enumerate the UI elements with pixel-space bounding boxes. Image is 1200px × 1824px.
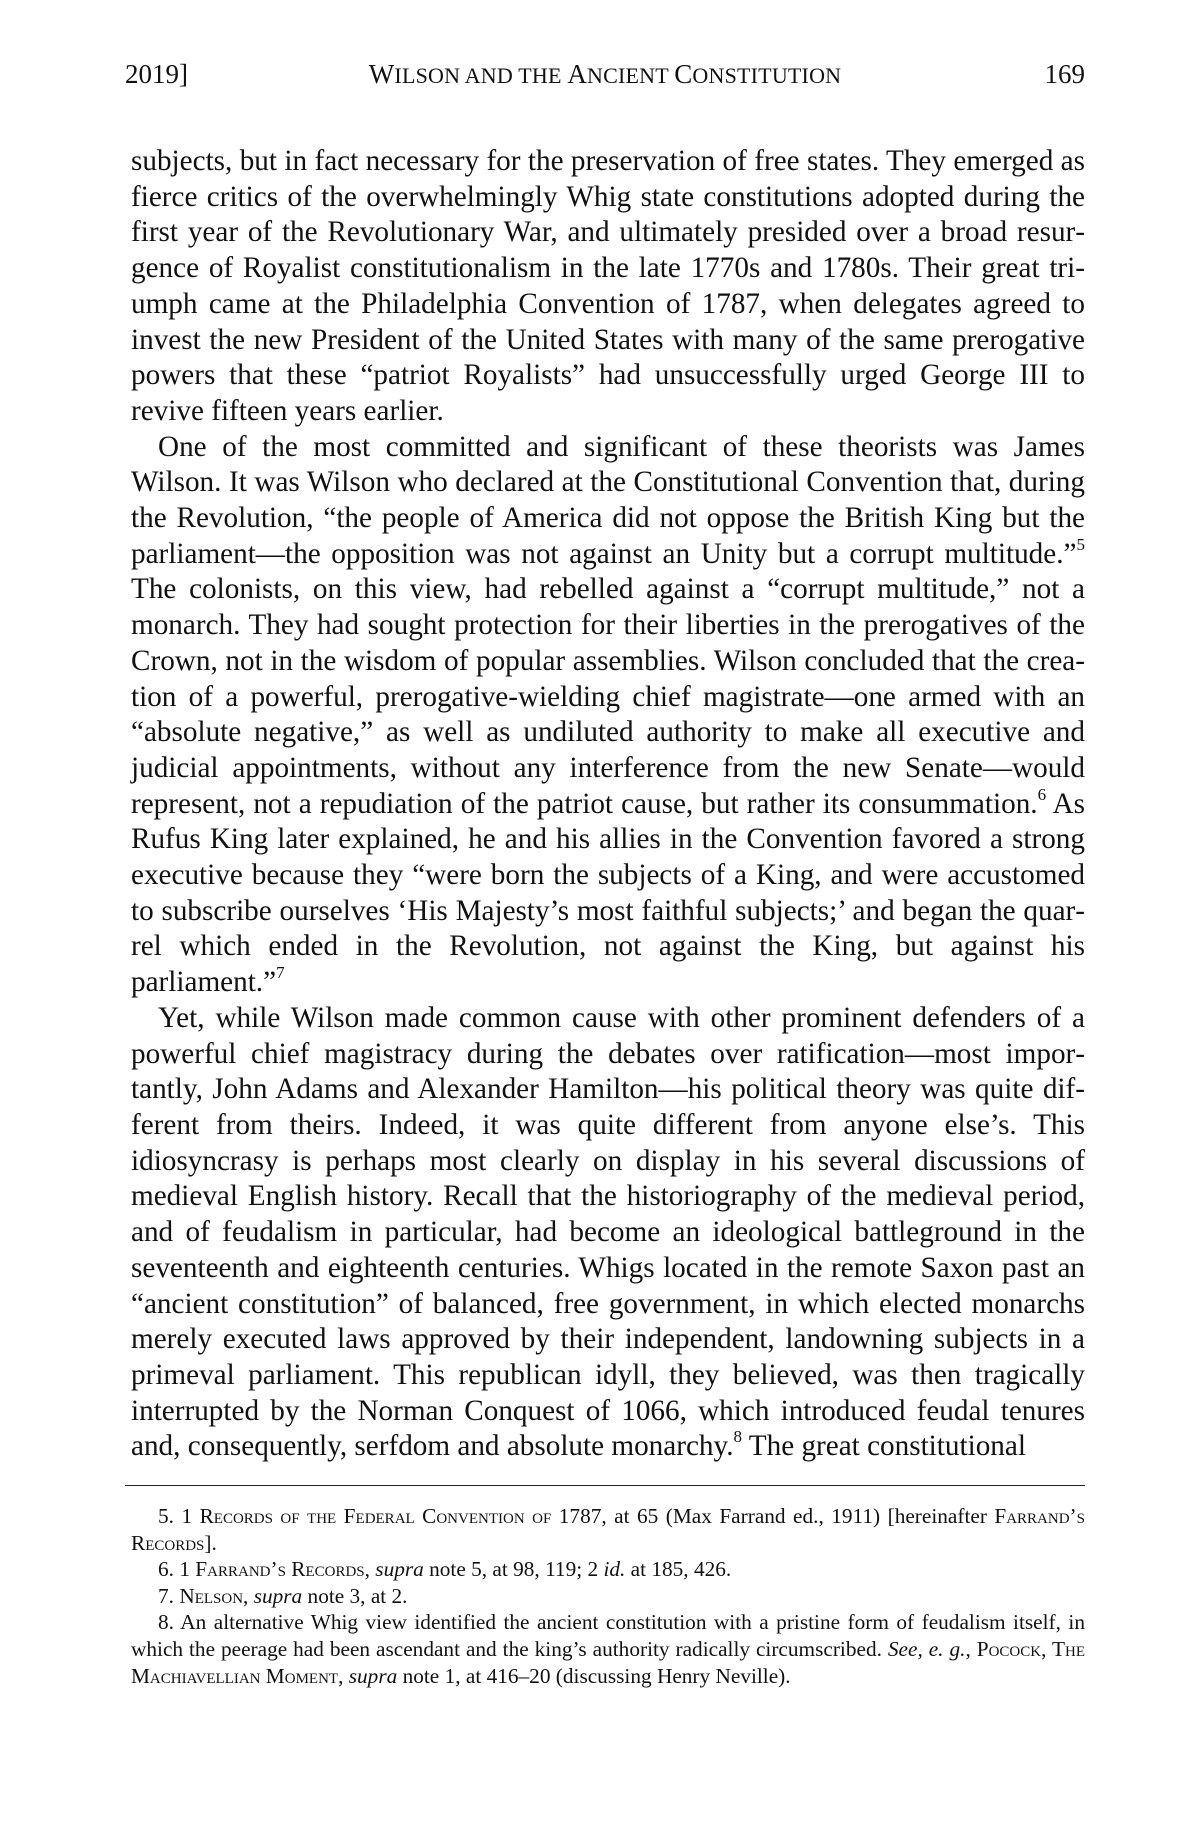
header-year: 2019] — [125, 59, 188, 89]
footnote-ref-8[interactable]: 8 — [733, 1427, 742, 1447]
page-number: 169 — [1044, 59, 1085, 89]
footnote-8: 8. An alternative Whig view identified the ancient constitution with a pristine form of feudalism itself, in which the peerage had been ascendant and the king’s authority radically circumscribed. See, e. g., Pocock, The Machiavellian Moment, supra note 1, at 416–20 (discussing Henry Neville). — [131, 1610, 1086, 1688]
footnote-divider — [125, 1485, 1085, 1486]
footnote-5: 5. 1 Records of the Federal Convention of 1787, at 65 (Max Farrand ed., 1911) [hereinafter Farrand’s Records]. — [131, 1504, 1085, 1555]
paragraph-2: One of the most committed and significant of these theorists was James Wilson. It was Wilson who declared at the Constitutional Convention that, during the Revolution, “the people of America did not oppose the British King but the parliament—the opposition was not against an Unity but a corrupt multitude.”$^5$ The colonists, on this view, had rebelled against a “corrupt multitude,” not a monarch. They had sought protection for their liberties in the prerogatives of the Crown, not in the wisdom of popular assemblies. Wilson concluded that the creation of a powerful, prerogative-wielding chief magistrate—one armed with an “absolute negative,” as well as undiluted authority to make all executive and judicial appointments, without any interference from the new Senate—would represent, not a repudiation of the patriot cause, but rather its consummation.$^6$ As Rufus King later explained, he and his allies in the Convention favored a strong executive because they “were born the subjects of a King, and were accustomed to subscribe ourselves ‘His Majesty’s most faithful subjects;’ and began the quarrel which ended in the Revolution, not against the King, but against his parliament.”$^7$ — [131, 430, 1085, 999]
running-title: WILSON AND THE ANCIENT CONSTITUTION — [368, 59, 842, 89]
paragraph-3: Yet, while Wilson made common cause with other prominent defenders of a powerful chief magistracy during the debates over ratification—most importantly, John Adams and Alexander Hamilton—his political theory was quite different from theirs. Indeed, it was quite different from anyone else’s. This idiosyncrasy is perhaps most clearly on display in his several discussions of medieval English history. Recall that the historiography of the medieval period, and of feudalism in particular, had become an ideological battleground in the seventeenth and eighteenth centuries. Whigs located in the remote Saxon past an “ancient constitution” of balanced, free government, in which elected monarchs merely executed laws approved by their independent, landowning subjects in a primeval parliament. This republican idyll, they believed, was then tragically interrupted by the Norman Conquest of 1066, which introduced feudal tenures and, consequently, serfdom and absolute monarchy.$^8$ The great constitutional — [131, 1001, 1085, 1463]
footnote-ref-5[interactable]: 5 — [1076, 534, 1085, 554]
body-text — [131, 144, 1085, 1465]
footnotes — [131, 1503, 1085, 1689]
running-header — [125, 54, 1085, 94]
paragraph-1: subjects, but in fact necessary for the preservation of free states. They emerged as fierce critics of the overwhelmingly Whig state constitutions adopted during the first year of the Revolutionary War, and ultimately presided over a broad resurgence of Royalist constitutionalism in the late 1770s and 1780s. Their great triumph came at the Philadelphia Convention of 1787, when delegates agreed to invest the new President of the United States with many of the same prerogative powers that these “patriot Royalists” had unsuccessfully urged George III to revive fifteen years earlier. — [131, 145, 1085, 427]
footnote-ref-7[interactable]: 7 — [276, 963, 285, 983]
footnote-6: 6. 1 Farrand’s Records, supra note 5, at 98, 119; 2 id. at 185, 426. — [158, 1557, 732, 1582]
footnote-7: 7. Nelson, supra note 3, at 2. — [158, 1583, 408, 1608]
footnote-ref-6[interactable]: 6 — [1037, 784, 1047, 804]
